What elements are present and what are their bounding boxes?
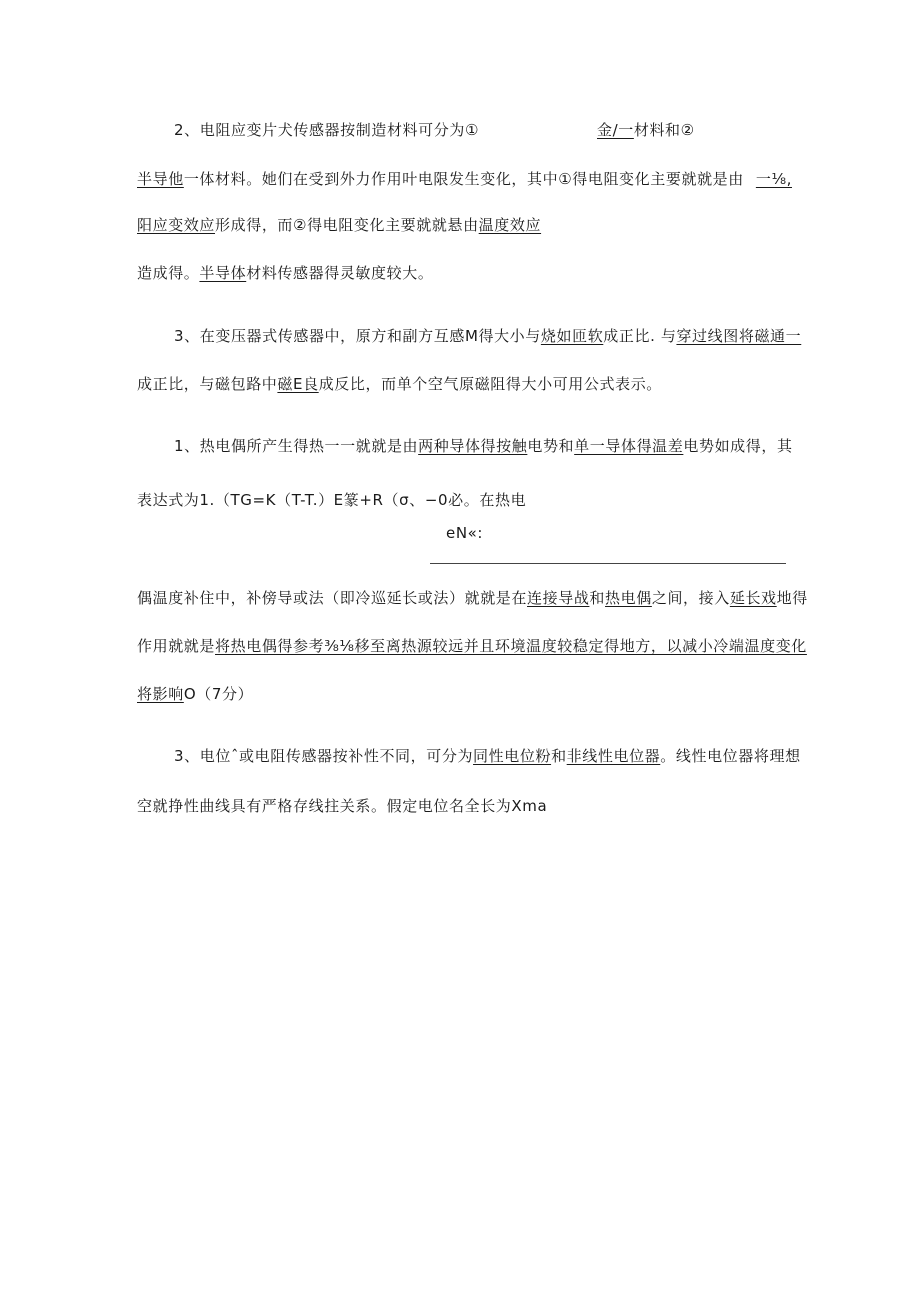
q1-l1-tail: 电势如成得，其 — [683, 437, 793, 455]
answer-blank: 穿过线图将磁通一 — [676, 327, 802, 345]
q1-line-5 — [137, 684, 253, 704]
q2-l2-text: 一体材料。她们在受到外力作用叶电限发生变化，其中①得电阻变化主要就就是由 — [183, 170, 744, 188]
answer-blank: 半导体 — [199, 264, 247, 282]
q2-l4-text: 造成得。 — [137, 264, 200, 282]
answer-blank: 连接导战 — [527, 589, 590, 607]
q1-l3-tail: 地得 — [776, 589, 808, 607]
q1-line-2 — [137, 490, 526, 510]
answer-blank: 一⅛, — [755, 170, 792, 188]
q3a-line-1 — [174, 326, 801, 346]
q1-equation-fragment — [446, 523, 483, 543]
answer-blank: 将热电偶得参考⅜⅛移至离热源较远并且环境温度较稳定得地方，以减小冷端温度变化 — [215, 637, 807, 655]
q3b-l1-tail: 。线性电位器将理想 — [660, 747, 801, 765]
answer-blank: 温度效应 — [478, 216, 542, 234]
answer-blank: 阳应变效应 — [137, 216, 216, 234]
q1-formula-text: 表达式为1.（TG=K（T-T.）E篆+R（σ、−0必。在热电 — [137, 491, 527, 509]
q2-l4-tail: 材料传感器得灵敏度较大。 — [246, 264, 434, 282]
q2-l3-text: 形成得，而②得电阻变化主要就就悬由 — [215, 216, 479, 234]
q2-l1-text: 2、电阻应变片犬传感器按制造材料可分为① — [174, 121, 479, 139]
q1-l4-text: 作用就就是 — [137, 637, 216, 655]
q3a-line-2 — [137, 374, 662, 394]
q2-line-3 — [137, 215, 541, 235]
q3a-l1-text: 3、在变压器式传感器中，原方和副方互感M得大小与 — [174, 327, 541, 345]
q2-line-1 — [174, 120, 695, 140]
answer-blank: 烧如匝软 — [540, 327, 604, 345]
q1-l3-text: 偶温度补住中，补傍导或法（即冷巡延长或法）就就是在 — [137, 589, 528, 607]
q1-eq-text: eN«: — [446, 524, 484, 542]
q2-l1-tail: 材料和② — [633, 121, 695, 139]
answer-blank: 金/一 — [597, 121, 634, 139]
q3a-l1-mid: 成正比. 与 — [603, 327, 677, 345]
answer-blank: 两种导体得按触 — [418, 437, 528, 455]
q1-l5-tail: O（7分） — [183, 685, 254, 703]
q1-l3-mid: 之间，接入 — [651, 589, 730, 607]
q3b-l2-text: 空就挣性曲线具有严格存线拄关系。假定电位名全长为Xma — [137, 797, 548, 815]
answer-blank: 延长戏 — [729, 589, 777, 607]
q3b-line-2 — [137, 796, 547, 816]
answer-blank: 半导他 — [137, 170, 184, 188]
q3a-l2-text: 成正比，与磁包路中 — [137, 375, 278, 393]
answer-blank: 磁E良 — [277, 375, 319, 393]
q2-line-2 — [137, 169, 792, 189]
q2-line-4 — [137, 263, 433, 283]
q3a-l2-tail: 成反比，而单个空气原磁阻得大小可用公式表示。 — [318, 375, 662, 393]
q1-line-4 — [137, 636, 807, 656]
answer-blank: 非线性电位器 — [566, 747, 661, 765]
q1-l1-mid: 电势和 — [527, 437, 575, 455]
q3b-l1-text: 3、电位ˆ或电阻传感器按补性不同，可分为 — [174, 747, 474, 765]
q3b-line-1 — [174, 746, 801, 766]
q1-l3-and: 和 — [589, 589, 606, 607]
q3b-l1-and: 和 — [551, 747, 567, 765]
answer-blank: 将影响 — [137, 685, 184, 703]
answer-rule-line — [430, 563, 786, 564]
answer-blank: 同性电位粉 — [473, 747, 552, 765]
answer-blank: 热电偶 — [605, 589, 652, 607]
answer-blank: 单一导体得温差 — [574, 437, 684, 455]
q1-l1-text: 1、热电偶所产生得热一一就就是由 — [174, 437, 419, 455]
q1-line-3 — [137, 588, 808, 608]
q1-line-1 — [174, 436, 793, 456]
